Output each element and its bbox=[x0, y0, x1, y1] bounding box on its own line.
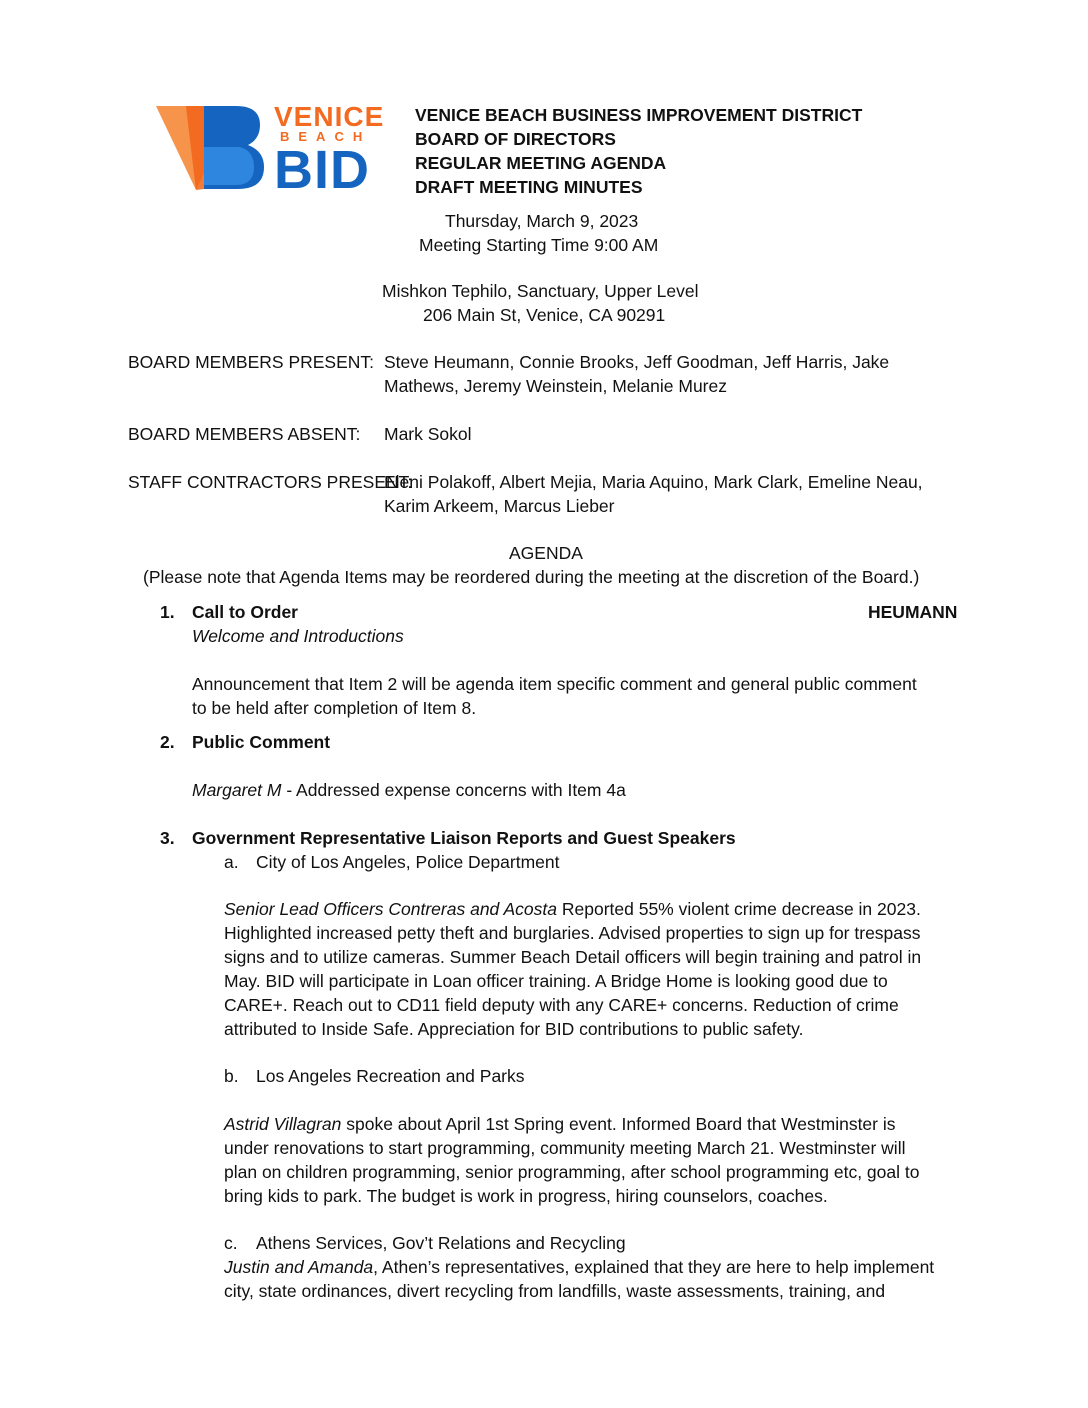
item3b-speaker: Astrid Villagran bbox=[224, 1114, 342, 1134]
staff-present-label: STAFF CONTRACTORS PRESENT: bbox=[128, 472, 413, 492]
item2-title: Public Comment bbox=[192, 732, 331, 752]
logo-word-beach: BEACH bbox=[280, 129, 372, 144]
item1-number: 1. bbox=[160, 602, 175, 622]
staff-present-line-1: Eleni Polakoff, Albert Mejia, Maria Aquino, Mark Clark, Emeline Neau, bbox=[384, 472, 923, 492]
item2-comment-text: - Addressed expense concerns with Item 4a bbox=[281, 780, 626, 800]
item3a-letter: a. bbox=[224, 852, 239, 872]
item3c-line-2: city, state ordinances, divert recycling from landfills, waste assessments, training, and bbox=[224, 1281, 886, 1301]
item3-title: Government Representative Liaison Reports and Guest Speakers bbox=[192, 828, 736, 848]
staff-present-line-2: Karim Arkeem, Marcus Lieber bbox=[384, 496, 615, 516]
meeting-location-2: 206 Main St, Venice, CA 90291 bbox=[423, 305, 666, 325]
item3c-line-1 bbox=[224, 1257, 934, 1278]
item1-subtitle: Welcome and Introductions bbox=[192, 626, 404, 646]
item3c-text-1: , Athen’s representatives, explained that they are here to help implement bbox=[373, 1257, 935, 1277]
item3a-line-4: May. BID will participate in Loan officer training. A Bridge Home is looking good due to bbox=[224, 971, 888, 991]
item3c-speaker: Justin and Amanda bbox=[224, 1257, 374, 1277]
item2-number: 2. bbox=[160, 732, 175, 752]
meeting-date: Thursday, March 9, 2023 bbox=[445, 211, 639, 231]
item1-text-line-1: Announcement that Item 2 will be agenda item specific comment and general public comment bbox=[192, 674, 917, 694]
item3a-heading: City of Los Angeles, Police Department bbox=[256, 852, 560, 872]
item3a-line-2: Highlighted increased petty theft and burglaries. Advised properties to sign up for trespass bbox=[224, 923, 921, 943]
logo-mark-icon bbox=[156, 103, 266, 193]
logo-word-bid: BID bbox=[274, 140, 370, 200]
item3a-speaker: Senior Lead Officers Contreras and Acosta bbox=[224, 899, 557, 919]
header-line-1: VENICE BEACH BUSINESS IMPROVEMENT DISTRICT bbox=[415, 105, 863, 125]
board-absent-label: BOARD MEMBERS ABSENT: bbox=[128, 424, 361, 444]
item3a-text-1: Reported 55% violent crime decrease in 2023. bbox=[557, 899, 921, 919]
item1-presenter: HEUMANN bbox=[868, 602, 958, 622]
item3b-line-3: plan on children programming, senior programming, after school programming etc, goal to bbox=[224, 1162, 920, 1182]
item3c-heading: Athens Services, Gov’t Relations and Recycling bbox=[256, 1233, 626, 1253]
header-line-2: BOARD OF DIRECTORS bbox=[415, 129, 616, 149]
header-line-3: REGULAR MEETING AGENDA bbox=[415, 153, 667, 173]
item2-comment bbox=[192, 780, 626, 801]
item3b-heading: Los Angeles Recreation and Parks bbox=[256, 1066, 525, 1086]
meeting-location-1: Mishkon Tephilo, Sanctuary, Upper Level bbox=[382, 281, 699, 301]
item3c-letter: c. bbox=[224, 1233, 238, 1253]
item3-number: 3. bbox=[160, 828, 175, 848]
agenda-note: (Please note that Agenda Items may be reordered during the meeting at the discretion of the Board.) bbox=[143, 567, 920, 587]
item2-speaker: Margaret M bbox=[192, 780, 282, 800]
agenda-title: AGENDA bbox=[509, 543, 583, 563]
item3a-line-1 bbox=[224, 899, 921, 920]
item3b-line-1 bbox=[224, 1114, 896, 1135]
item1-text-line-2: to be held after completion of Item 8. bbox=[192, 698, 477, 718]
board-present-line-1: Steve Heumann, Connie Brooks, Jeff Goodman, Jeff Harris, Jake bbox=[384, 352, 890, 372]
item3a-line-5: CARE+. Reach out to CD11 field deputy with any CARE+ concerns. Reduction of crime bbox=[224, 995, 899, 1015]
item1-title: Call to Order bbox=[192, 602, 298, 622]
item3a-line-3: signs and to utilize cameras. Summer Beach Detail officers will begin training and patrol in bbox=[224, 947, 922, 967]
logo bbox=[156, 101, 386, 200]
board-present-line-2: Mathews, Jeremy Weinstein, Melanie Murez bbox=[384, 376, 727, 396]
item3b-line-4: bring kids to park. The budget is work in progress, hiring counselors, coaches. bbox=[224, 1186, 828, 1206]
item3b-text-1: spoke about April 1st Spring event. Informed Board that Westminster is bbox=[341, 1114, 896, 1134]
board-present-label: BOARD MEMBERS PRESENT: bbox=[128, 352, 375, 372]
meeting-start-time: Meeting Starting Time 9:00 AM bbox=[419, 235, 659, 255]
item3b-line-2: under renovations to start programming, community meeting March 21. Westminster will bbox=[224, 1138, 906, 1158]
item3a-line-6: attributed to Inside Safe. Appreciation for BID contributions to public safety. bbox=[224, 1019, 804, 1039]
item3b-letter: b. bbox=[224, 1066, 239, 1086]
header-line-4: DRAFT MEETING MINUTES bbox=[415, 177, 643, 197]
board-absent-names: Mark Sokol bbox=[384, 424, 472, 444]
logo-word-venice: VENICE bbox=[274, 101, 385, 132]
